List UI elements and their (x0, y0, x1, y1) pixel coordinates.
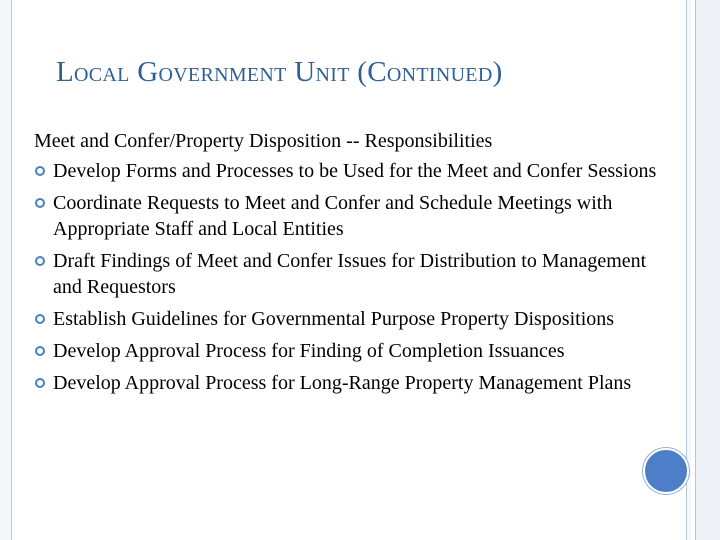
list-item-text: Develop Approval Process for Long-Range Property Management Plans (53, 372, 632, 394)
lead-text: Meet and Confer/Property Disposition -- Responsibilities (34, 130, 493, 152)
bullet-icon (35, 346, 45, 356)
bullet-list (34, 158, 666, 396)
bullet-icon (35, 166, 45, 176)
left-frame-border (0, 0, 12, 540)
decorative-circle-icon (643, 448, 689, 494)
list-item (34, 370, 666, 396)
bullet-icon (35, 198, 45, 208)
list-item (34, 158, 666, 184)
bullet-icon (35, 378, 45, 388)
list-item-text: Establish Guidelines for Governmental Purpose Property Dispositions (53, 308, 615, 330)
bullet-icon (35, 314, 45, 324)
slide-title: Local Government Unit (Continued) (56, 56, 503, 88)
list-item (34, 338, 666, 364)
list-item-text: Draft Findings of Meet and Confer Issues for Distribution to Management and Requestors (53, 250, 647, 298)
list-item (34, 190, 666, 242)
list-item (34, 248, 666, 300)
list-item-text: Develop Approval Process for Finding of Completion Issuances (53, 340, 565, 362)
slide-body (34, 128, 666, 402)
right-frame-border-inner (686, 0, 691, 540)
list-item (34, 306, 666, 332)
right-frame-border-outer (695, 0, 720, 540)
list-item-text: Coordinate Requests to Meet and Confer and Schedule Meetings with Appropriate Staff and Local Entities (53, 192, 613, 240)
bullet-icon (35, 256, 45, 266)
list-item-text: Develop Forms and Processes to be Used for the Meet and Confer Sessions (53, 160, 657, 182)
